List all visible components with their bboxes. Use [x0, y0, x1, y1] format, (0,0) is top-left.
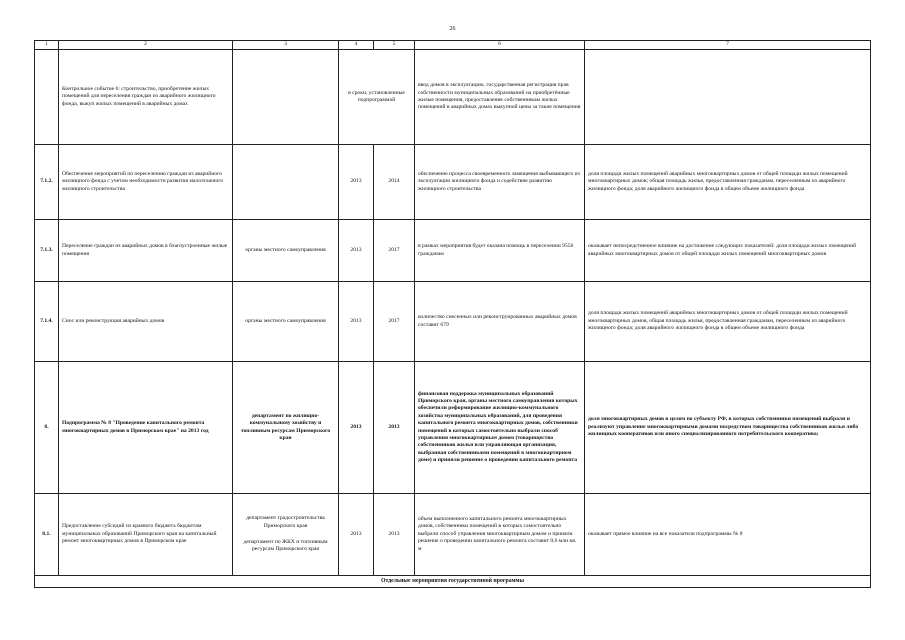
program-measures-table	[34, 40, 871, 588]
row-number: 8.1.	[35, 494, 59, 576]
section-footer-row	[35, 576, 871, 588]
executor: департамент по жилищно-коммунальному хозяйству и топливным ресурсам Приморского края	[233, 362, 339, 494]
executor: органы местного самоуправления	[233, 220, 339, 282]
start-year: 2013	[339, 220, 374, 282]
row-number: 7.1.2.	[35, 145, 59, 220]
executor-secondary: департамент по ЖКХ и топливным ресурсам Приморского края	[243, 539, 328, 553]
expected-result: в рамках мероприятия будет оказана помощь в переселении 9556 гражданам	[415, 220, 585, 282]
period: в сроки, установленные подпрограммой	[339, 50, 415, 145]
row-number: 7.1.3.	[35, 220, 59, 282]
indicators: оказывает непосредственное влияние на достижение следующих показателей: доля площади жилых помещений аварийных многоквартирных домов от общей площади жилых помещений многоквартирных домов	[585, 220, 871, 282]
start-year: 2013	[339, 362, 374, 494]
measure-name: Контрольное событие 6: строительство, приобретение жилых помещений для переселения граждан из аварийного жилищного фонда, выкуп жилых помещений в аварийных домах	[59, 50, 233, 145]
measure-name: Обеспечение мероприятий по переселению граждан из аварийного жилищного фонда с учетом необходимости развития малоэтажного жилищного строительства	[59, 145, 233, 220]
measure-name: Предоставление субсидий из краевого бюджета бюджетам муниципальных образований Приморского края на капитальный ремонт многоквартирных домов в Приморском крае	[59, 494, 233, 576]
start-year: 2013	[339, 494, 374, 576]
indicators: доля многоквартирных домов в целом по субъекту РФ, в которых собственники помещений выбрали и реализуют управление многоквартирными домами посредством товарищества собственников жилья либо жилищных кооперативов или иного специализированного потребительского кооператива;	[585, 362, 871, 494]
end-year: 2013	[374, 362, 415, 494]
row-number: 8.	[35, 362, 59, 494]
table-row	[35, 282, 871, 362]
row-number	[35, 50, 59, 145]
expected-result: количество снесенных или реконструированных аварийных домов составит 679	[415, 282, 585, 362]
table-row	[35, 362, 871, 494]
end-year: 2017	[374, 282, 415, 362]
start-year: 2013	[339, 145, 374, 220]
header-cell: 3	[233, 41, 339, 50]
table-row	[35, 494, 871, 576]
section-title: Отдельные мероприятия государственной программы	[35, 576, 871, 588]
header-cell: 5	[374, 41, 415, 50]
page-number: 26	[449, 26, 456, 32]
table-row	[35, 145, 871, 220]
start-year: 2013	[339, 282, 374, 362]
executor-primary: департамент градостроительства Приморского края	[246, 515, 325, 529]
expected-result: объем выполненного капитального ремонта многоквартирных домов, собственники помещений в которых самостоятельно выбрали способ управления многоквартирным домом и приняли решение о проведении капитального ремонта составит 0,6 млн кв. м	[415, 494, 585, 576]
end-year: 2013	[374, 494, 415, 576]
header-row	[35, 41, 871, 50]
expected-result: обеспечение процесса своевременного замещения выбывающего из эксплуатации жилищного фонда и содействие развитию жилищного строительства	[415, 145, 585, 220]
indicators: доля площади жилых помещений аварийных многоквартирных домов от общей площади жилых помещений многоквартирных домов, общая площадь жилья, предоставленная гражданам, переселенным из аварийного жилищного фонда; доля аварийного жилищного фонда в общем объеме жилищного фонда	[585, 282, 871, 362]
indicators	[585, 50, 871, 145]
measure-name: Переселение граждан из аварийных домов в благоустроенные жилые помещения	[59, 220, 233, 282]
table-row	[35, 50, 871, 145]
expected-result: финансовая поддержка муниципальных образований Приморского края, органы местного самоуправления которых обеспечили реформирование жилищно-коммунального хозяйства муниципальных образований, для проведения капитального ремонта многоквартирных домов, собственники помещений в которых самостоятельно выбрали способ управления многоквартирным домом (товарищество собственников жилья или управляющая организация, выбранная собственниками помещений в многоквартирном доме) и приняли решение о проведении капитального ремонта	[415, 362, 585, 494]
end-year: 2014	[374, 145, 415, 220]
row-number: 7.1.4.	[35, 282, 59, 362]
header-cell: 7	[585, 41, 871, 50]
indicators: доля площади жилых помещений аварийных многоквартирных домов от общей площади жилых помещений многоквартирных домов; общая площадь жилья, предоставленная гражданам, переселенным из аварийного жилищного фонда; доля аварийного жилищного фонда в общем объеме жилищного фонда	[585, 145, 871, 220]
measure-name: Подпрограмма № 8 "Проведение капитального ремонта многоквартирных домов в Приморском крае" на 2013 год	[59, 362, 233, 494]
executor	[233, 145, 339, 220]
header-cell: 4	[339, 41, 374, 50]
measure-name: Снос или реконструкция аварийных домов	[59, 282, 233, 362]
indicators: оказывает прямое влияние на все показатели подпрограммы № 8	[585, 494, 871, 576]
table-row	[35, 220, 871, 282]
executor: органы местного самоуправления	[233, 282, 339, 362]
executor	[233, 50, 339, 145]
executor	[233, 494, 339, 576]
header-cell: 6	[415, 41, 585, 50]
expected-result: ввод домов в эксплуатацию, государственная регистрация прав собственности муниципальных образований на приобретённые жилые помещения, предоставление собственникам жилых помещений в аварийных домах выкупной цены за такие помещения	[415, 50, 585, 145]
header-cell: 1	[35, 41, 59, 50]
end-year: 2017	[374, 220, 415, 282]
header-cell: 2	[59, 41, 233, 50]
